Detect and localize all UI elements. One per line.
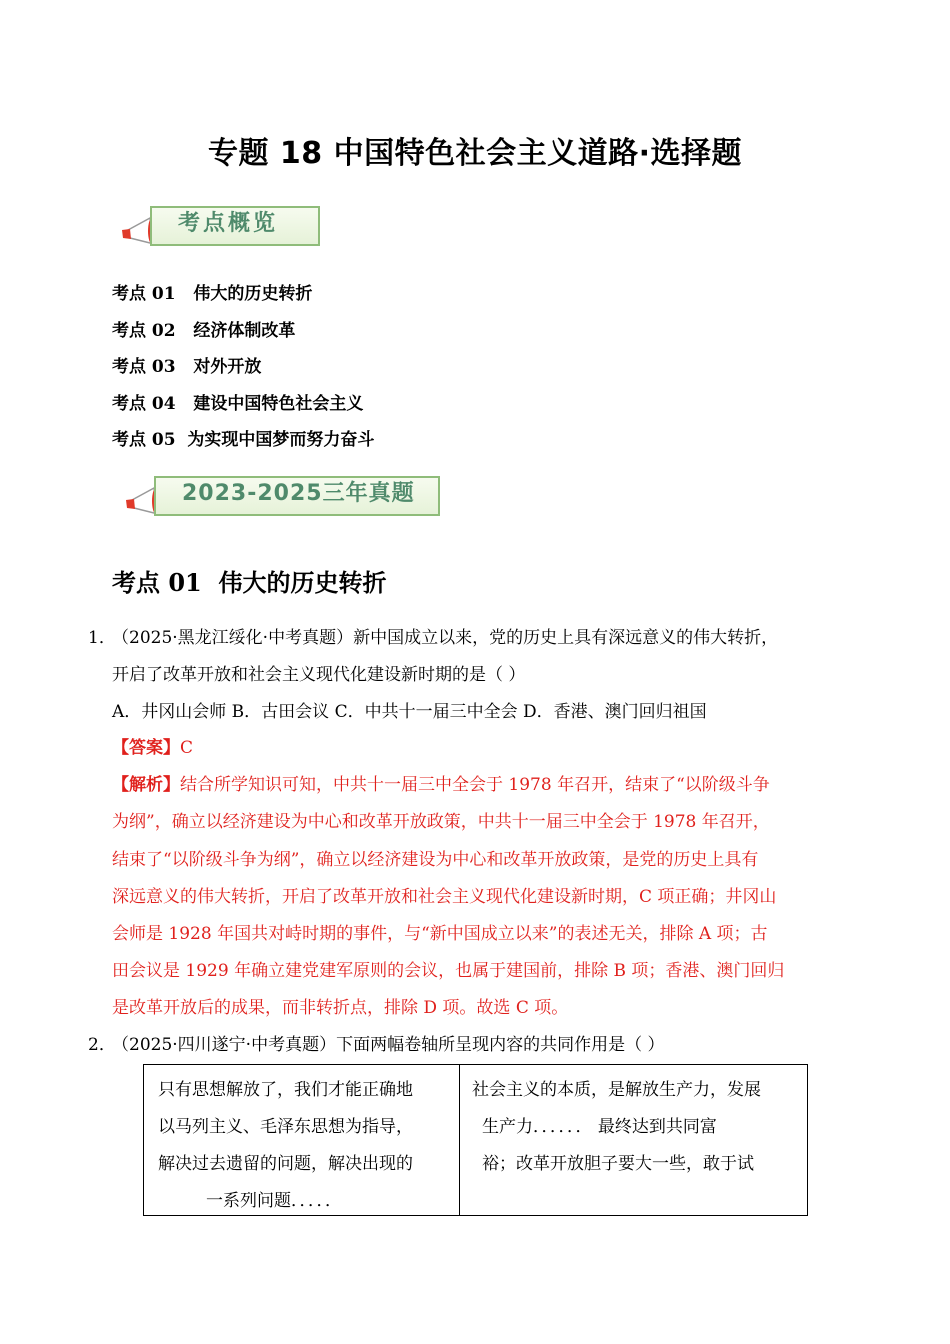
quote-line: 一系列问题．．．．．: [206, 1191, 342, 1211]
quote-line: 裕；改革开放胆子要大一些，敢于试: [482, 1154, 754, 1174]
question-1-stem-cont: 开启了改革开放和社会主义现代化建设新时期的是（ ）: [112, 665, 526, 685]
toc-item-4: 考点 04 建设中国特色社会主义: [112, 394, 364, 414]
quote-line: 只有思想解放了，我们才能正确地: [158, 1080, 413, 1100]
toc-item-5: 考点 05 为实现中国梦而努力奋斗: [112, 430, 375, 450]
analysis-line: 结束了“以阶级斗争为纲”，确立以经济建设为中心和改革开放政策，是党的历史上具有: [112, 850, 759, 870]
analysis-line: 为纲”，确立以经济建设为中心和改革开放政策，中共十一届三中全会于 1978 年召开，: [112, 812, 770, 832]
question-2-number: 2．: [88, 1035, 116, 1055]
analysis-line: 会师是 1928 年国共对峙时期的事件，与“新中国成立以来”的表述无关，排除 A 项；古: [112, 924, 768, 944]
page-title: 专题 18 中国特色社会主义道路·选择题: [207, 136, 743, 171]
toc-item-3: 考点 03 对外开放: [112, 357, 262, 377]
toc-item-1: 考点 01 伟大的历史转折: [112, 284, 313, 304]
toc-item-2: 考点 02 经济体制改革: [112, 321, 296, 341]
question-2-stem: （2025·四川遂宁·中考真题）下面两幅卷轴所呈现内容的共同作用是（ ）: [112, 1035, 665, 1055]
question-1-stem: （2025·黑龙江绥化·中考真题）新中国成立以来，党的历史上具有深远意义的伟大转折，: [112, 628, 779, 648]
left-scroll-cell: [144, 1065, 460, 1215]
scroll-quotes-table: [143, 1064, 808, 1216]
overview-banner-text: 考点概览: [178, 211, 279, 236]
question-1-answer: 【答案】C: [112, 738, 194, 758]
analysis-line: 田会议是 1929 年确立建党建军原则的会议，也属于建国前，排除 B 项；香港、澳门回归: [112, 961, 785, 981]
analysis-line: 是改革开放后的成果，而非转折点，排除 D 项。故选 C 项。: [112, 998, 569, 1018]
past-exams-banner-text: 2023-2025三年真题: [182, 481, 415, 506]
quote-line: 社会主义的本质，是解放生产力，发展: [472, 1080, 761, 1100]
question-1-analysis: 【解析】结合所学知识可知，中共十一届三中全会于 1978 年召开，结束了“以阶级斗争: [112, 775, 770, 795]
right-scroll-cell: [460, 1065, 807, 1215]
analysis-line: 深远意义的伟大转折，开启了改革开放和社会主义现代化建设新时期，C 项正确；井冈山: [112, 887, 777, 907]
past-exams-banner: [124, 474, 444, 518]
quote-line: 解决过去遗留的问题，解决出现的: [158, 1154, 413, 1174]
quote-line: 生产力．．．．．． 最终达到共同富: [482, 1117, 717, 1137]
overview-banner: [120, 204, 320, 248]
question-1-options: A．井冈山会师 B．古田会议 C．中共十一届三中全会 D．香港、澳门回归祖国: [112, 702, 707, 722]
quote-line: 以马列主义、毛泽东思想为指导，: [158, 1117, 413, 1137]
section-heading: 考点 01 伟大的历史转折: [112, 568, 387, 597]
question-1-number: 1．: [88, 628, 116, 648]
